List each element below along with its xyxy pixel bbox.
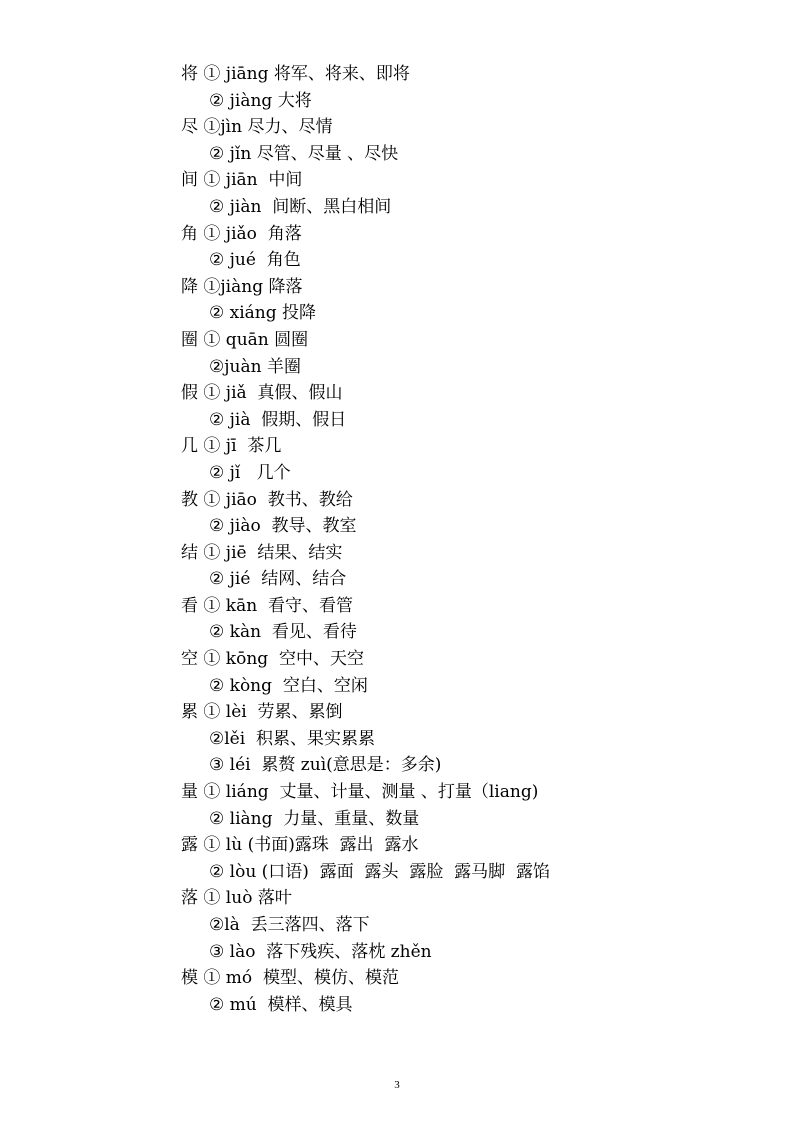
entry-line: ②lěi 积累、果实累累 <box>209 728 375 749</box>
entry-line: ② lòu (口语) 露面 露头 露脸 露马脚 露馅 <box>209 861 550 882</box>
entry-line: ② jǐn 尽管、尽量 、尽快 <box>209 143 399 164</box>
entry-line: 假 ① jiǎ 真假、假山 <box>181 383 343 404</box>
entry-line: ②juàn 羊圈 <box>209 356 301 377</box>
page-number: 3 <box>394 1079 400 1091</box>
entry-line: 空 ① kōng 空中、天空 <box>181 649 364 670</box>
entry-line: 落 ① luò 落叶 <box>181 888 292 909</box>
polyphonic-character-list <box>181 61 741 1018</box>
entry-line: 尽 ①jìn 尽力、尽情 <box>181 117 333 138</box>
entry-line: ② jiàn 间断、黑白相间 <box>209 196 392 217</box>
entry-line: 将 ① jiāng 将军、将来、即将 <box>181 64 410 84</box>
entry-line: 间 ① jiān 中间 <box>181 170 303 191</box>
entry-line: 看 ① kān 看守、看管 <box>181 595 354 616</box>
entry-line: ② jiàng 大将 <box>209 90 312 111</box>
entry-line: 累 ① lèi 劳累、累倒 <box>181 702 343 723</box>
entry-line: 几 ① jī 茶几 <box>181 436 282 457</box>
entry-line: 教 ① jiāo 教书、教给 <box>181 489 353 510</box>
entry-line: ② jiào 教导、教室 <box>209 516 357 537</box>
entry-line: 结 ① jiē 结果、结实 <box>181 542 343 563</box>
entry-line: 圈 ① quān 圆圈 <box>181 329 309 350</box>
entry-line: 露 ① lù (书面)露珠 露出 露水 <box>181 835 419 856</box>
entry-line: ② xiáng 投降 <box>209 303 317 324</box>
entry-line: ② jià 假期、假日 <box>209 409 347 430</box>
entry-line: ③ lào 落下残疾、落枕 zhěn <box>209 941 432 962</box>
entry-line: ② mú 模样、模具 <box>209 994 353 1015</box>
entry-line: 降 ①jiàng 降落 <box>181 276 303 297</box>
entry-line: 量 ① liáng 丈量、计量、测量 、打量（liang) <box>181 782 539 803</box>
entry-line: ② kòng 空白、空闲 <box>209 675 368 696</box>
entry-line: ② jié 结网、结合 <box>209 569 347 590</box>
entry-line: 角 ① jiǎo 角落 <box>181 223 302 244</box>
entry-line: ②là 丢三落四、落下 <box>209 915 370 935</box>
entry-line: 模 ① mó 模型、模仿、模范 <box>181 968 399 989</box>
entry-line: ② jǐ 几个 <box>209 462 291 483</box>
entry-line: ③ léi 累赘 zuì(意思是：多余) <box>209 755 442 776</box>
entry-line: ② kàn 看见、看待 <box>209 622 357 643</box>
entry-line: ② liàng 力量、重量、数量 <box>209 808 420 829</box>
entry-line: ② jué 角色 <box>209 250 301 271</box>
